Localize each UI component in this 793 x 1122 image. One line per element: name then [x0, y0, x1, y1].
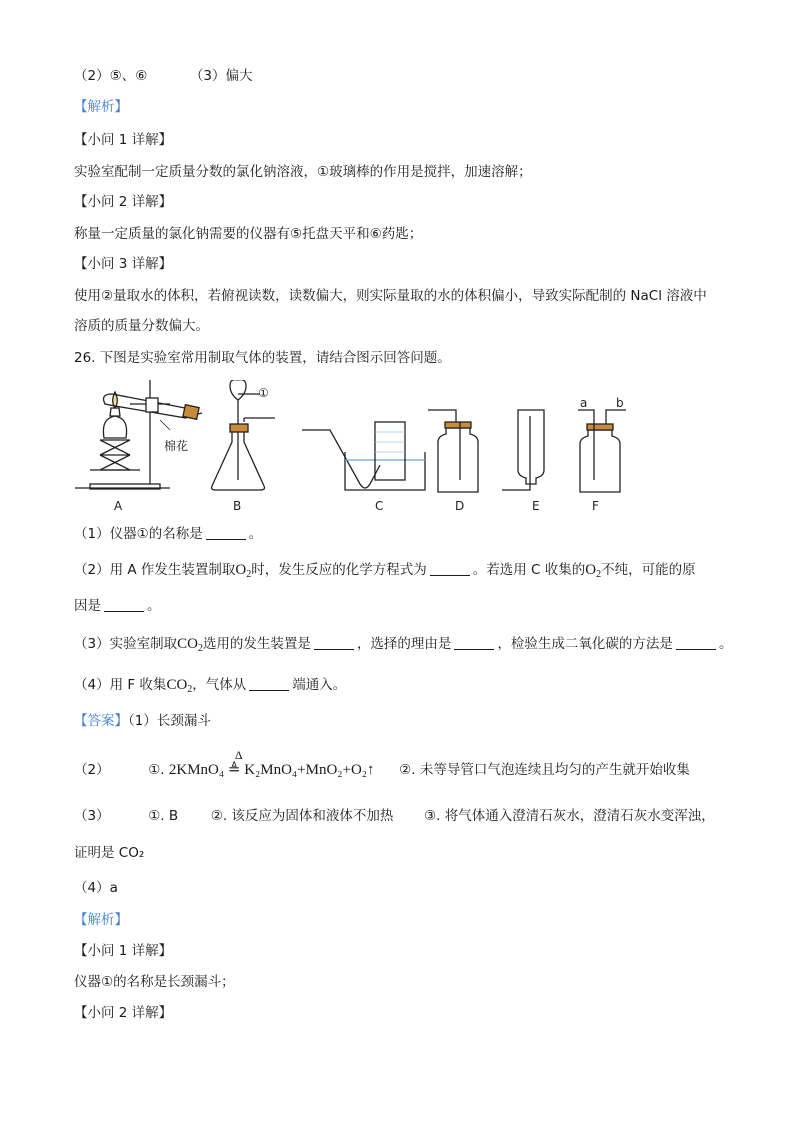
label-d: D [455, 499, 465, 513]
q26-p3-e: 。 [718, 636, 733, 652]
prev-answer-line [74, 66, 252, 86]
answer-blank [249, 676, 289, 691]
formula-o2 [235, 562, 251, 578]
answer-3-i: ①. B [148, 808, 179, 824]
formula-co: CO [177, 636, 198, 652]
prev-sub3-text-b: 溶质的质量分数偏大。 [74, 318, 209, 334]
answer-tag: 【答案】 [74, 713, 128, 729]
prev-sub1-heading: 【小问 1 详解】 [74, 132, 173, 148]
answer-blank [104, 597, 144, 612]
answer-line-2 [74, 748, 690, 780]
apparatus-e [502, 410, 544, 490]
label-b: B [233, 499, 242, 513]
question-26-part-3 [74, 634, 732, 659]
q26-p4-a: （4）用 F 收集 [74, 677, 167, 693]
formula-o: O [585, 562, 597, 578]
analysis-sub2-heading: 【小问 2 详解】 [74, 1005, 173, 1021]
label-port-a: a [580, 396, 588, 410]
formula-o2 [585, 562, 601, 578]
prev-sub3-text-a: 使用②量取水的体积，若俯视读数，读数偏大，则实际量取的水的体积偏小，导致实际配制的 NaCl 溶液中 [74, 288, 707, 304]
q26-p3-a: （3）实验室制取 [74, 636, 178, 652]
answer-blank [454, 635, 494, 650]
answer-blank [676, 635, 716, 650]
answer-3-num: （3） [74, 808, 110, 824]
label-c: C [375, 499, 384, 513]
prev-answer-q3: （3）偏大 [189, 68, 253, 84]
q26-p3-b: 选用的发生装置是 [202, 636, 311, 652]
prev-sub3-heading: 【小问 3 详解】 [74, 256, 173, 272]
answer-line-3 [74, 806, 715, 826]
question-26-part-4 [74, 675, 346, 700]
answer-3-iii: ③. 将气体通入澄清石灰水，澄清石灰水变浑浊， [424, 808, 715, 824]
label-f: F [592, 499, 599, 513]
formula-co: CO [166, 677, 188, 693]
q26-p1-text: （1）仪器①的名称是 [74, 526, 203, 542]
prev-sub1-text: 实验室配制一定质量分数的氯化钠溶液，①玻璃棒的作用是搅拌，加速溶解； [74, 164, 532, 180]
q26-p2-a: （2）用 A 作发生装置制取 [74, 562, 236, 578]
answer-blank [430, 561, 470, 576]
answer-4: （4）a [74, 880, 118, 896]
analysis-tag: 【解析】 [74, 912, 128, 928]
q26-p3-c: ，选择的理由是 [356, 636, 452, 652]
question-26-part-2-cont [74, 596, 161, 616]
answer-blank [314, 635, 354, 650]
formula-sub: 2 [187, 684, 193, 695]
delta-symbol: Δ [234, 748, 243, 762]
q26-p2-e: 因是 [74, 598, 101, 614]
formula-o: O [235, 562, 247, 578]
analysis-sub1-text: 仪器①的名称是长颈漏斗； [74, 974, 235, 990]
apparatus-c [302, 422, 425, 490]
formula-sub: 2 [197, 643, 203, 654]
apparatus-a [75, 380, 202, 489]
label-a: A [114, 499, 123, 513]
apparatus-d [428, 410, 478, 492]
question-26-part-2 [74, 560, 696, 585]
formula-co2 [166, 677, 192, 693]
analysis-sub1-heading: 【小问 1 详解】 [74, 943, 173, 959]
formula-co2 [177, 636, 203, 652]
answer-line-1 [74, 711, 211, 731]
apparatus-f [578, 410, 626, 492]
apparatus-figure [70, 380, 700, 515]
label-mianhua: 棉花 [164, 439, 189, 453]
answer-blank [206, 525, 246, 540]
answer-2-i: ①. [148, 762, 165, 778]
prev-analysis-tag: 【解析】 [74, 99, 128, 115]
q26-p2-f: 。 [147, 598, 161, 614]
q26-p3-d: ，检验生成二氧化碳的方法是 [497, 636, 673, 652]
chem-equation [168, 748, 375, 780]
label-circle-1: ① [258, 386, 269, 400]
q26-p1-end: 。 [248, 526, 263, 542]
q26-p2-d: 不纯，可能的原 [601, 562, 696, 578]
q26-p2-b: 时，发生反应的化学方程式为 [251, 562, 427, 578]
answer-2-num: （2） [74, 762, 110, 778]
formula-sub: 2 [246, 569, 252, 580]
question-26-stem: 26. 下图是实验室常用制取气体的装置，请结合图示回答问题。 [74, 350, 451, 366]
formula-sub: 2 [596, 569, 602, 580]
answer-1: （1）长颈漏斗 [128, 713, 211, 729]
label-port-b: b [616, 396, 624, 410]
q26-p2-c: 。若选用 C 收集的 [472, 562, 586, 578]
label-e: E [532, 499, 540, 513]
q26-p4-c: 端通入。 [292, 677, 347, 693]
answer-3-iv: 证明是 CO₂ [74, 845, 145, 861]
answer-2-ii: ②. 未等导管口气泡连续且均匀的产生就开始收集 [399, 762, 690, 778]
prev-sub2-heading: 【小问 2 详解】 [74, 194, 173, 210]
prev-sub2-text: 称量一定质量的氯化钠需要的仪器有⑤托盘天平和⑥药匙； [74, 226, 423, 242]
prev-answer-q2: （2）⑤、⑥ [74, 68, 148, 84]
answer-3-ii: ②. 该反应为固体和液体不加热 [210, 808, 394, 824]
question-26-part-1 [74, 524, 262, 544]
q26-p4-b: ，气体从 [192, 677, 247, 693]
chem-equation-text: 2KMnO₄ ≜ K₂MnO₄+MnO₂+O₂↑ [168, 762, 375, 778]
